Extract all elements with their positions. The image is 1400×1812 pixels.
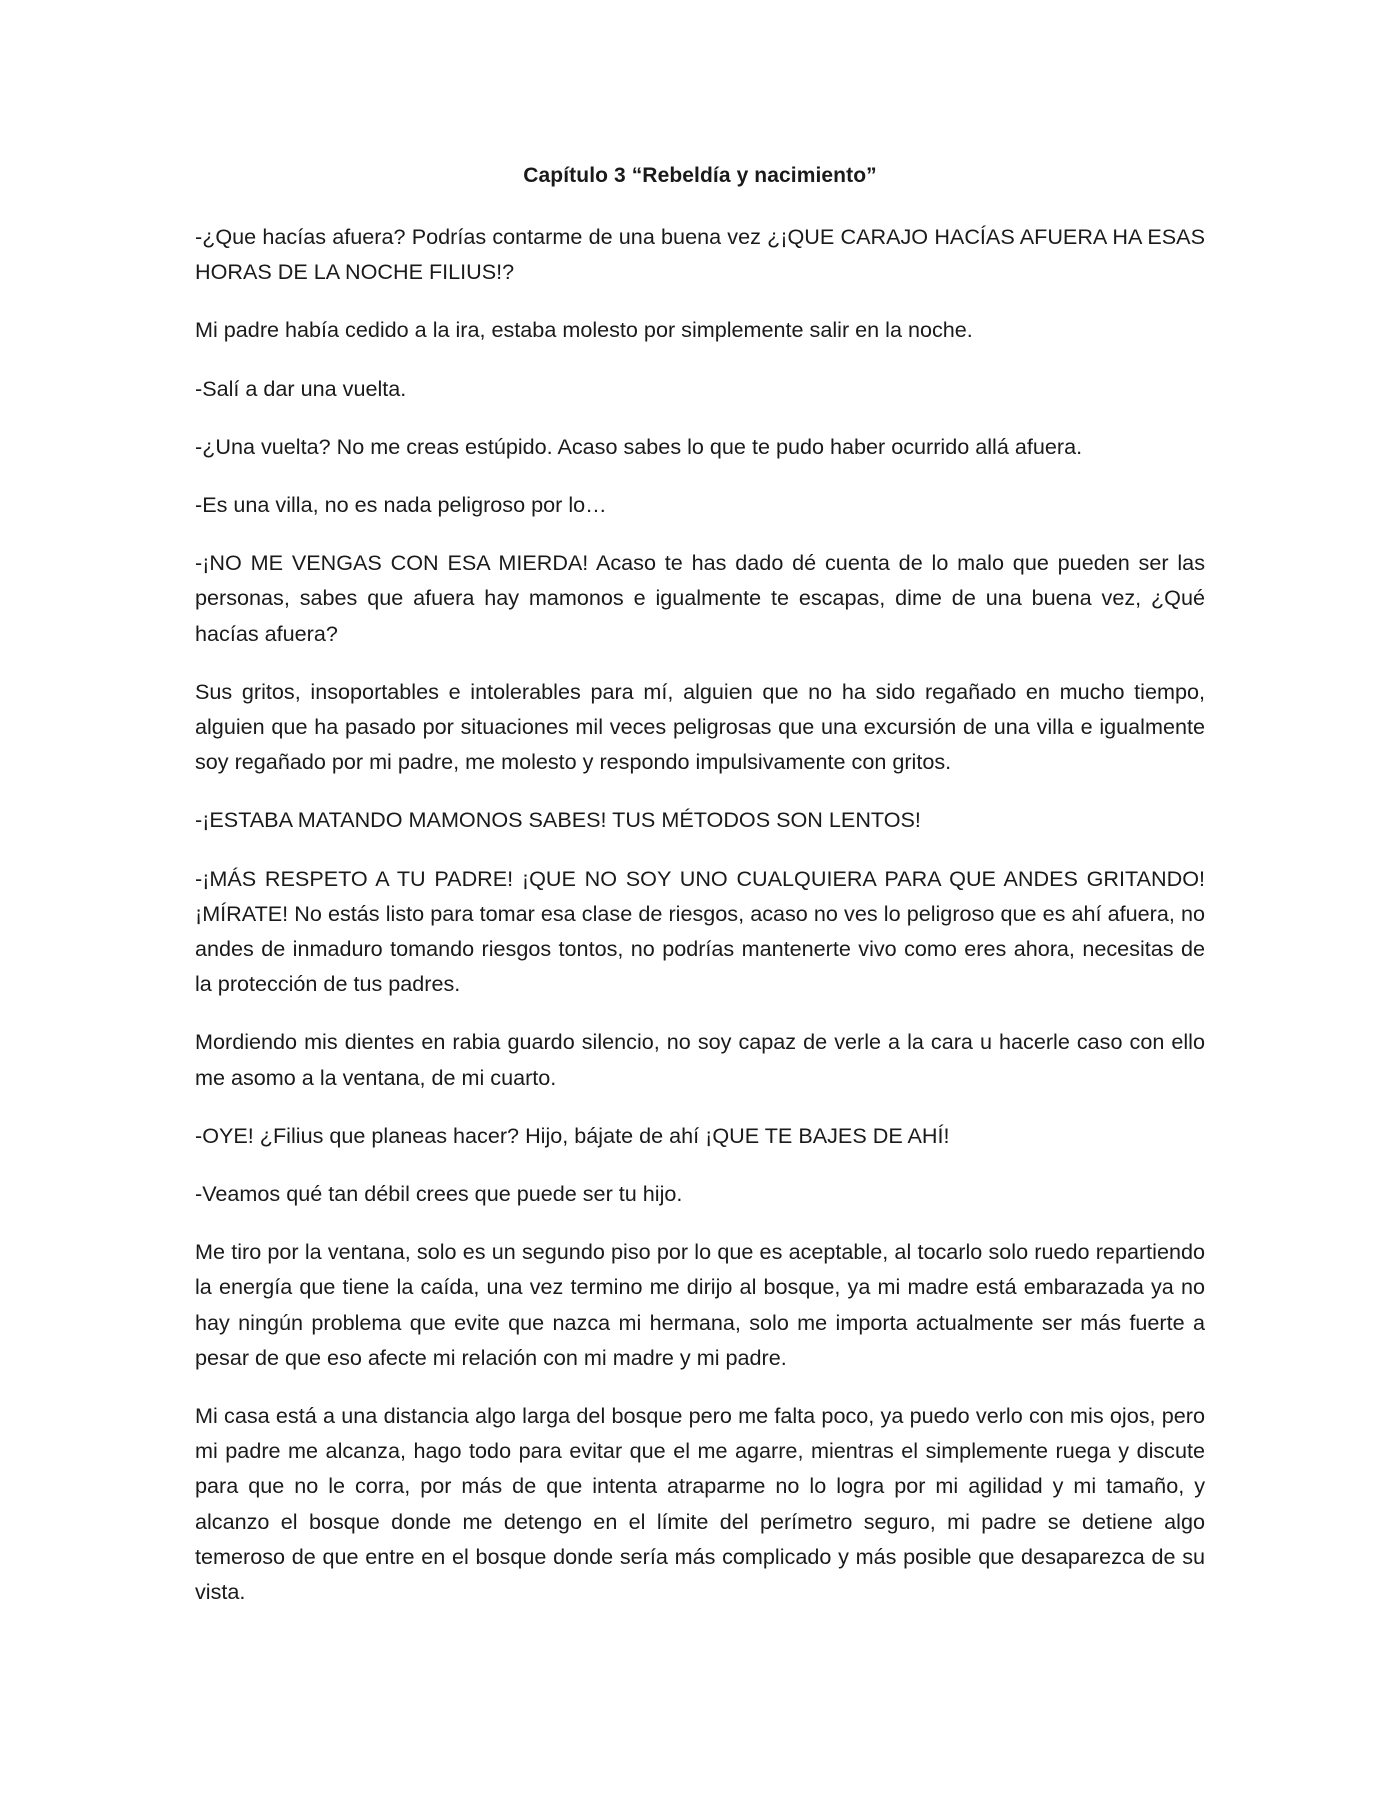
paragraph: Mi casa está a una distancia algo larga del bosque pero me falta poco, ya puedo verlo con mis ojos, pero mi padre me alcanza, hago todo para evitar que el me agarre, mientras el simplemente ruega y discute para que no le corra, por más de que intenta atraparme no lo logra por mi agilidad y mi tamaño, y alcanzo el bosque donde me detengo en el límite del perímetro seguro, mi padre se detiene algo temeroso de que entre en el bosque donde sería más complicado y más posible que desaparezca de su vista. (195, 1403, 1205, 1605)
paragraph: -Salí a dar una vuelta. (195, 375, 407, 401)
paragraph: Mi padre había cedido a la ira, estaba molesto por simplemente salir en la noche. (195, 317, 973, 343)
paragraph: Mordiendo mis dientes en rabia guardo silencio, no soy capaz de verle a la cara u hacerle caso con ello me asomo a la ventana, de mi cuarto. (195, 1029, 1205, 1090)
paragraph: -Es una villa, no es nada peligroso por lo… (195, 492, 607, 518)
chapter-title: Capítulo 3 “Rebeldía y nacimiento” (523, 164, 877, 187)
paragraph: -Veamos qué tan débil crees que puede ser tu hijo. (195, 1181, 683, 1207)
paragraph: -OYE! ¿Filius que planeas hacer? Hijo, bájate de ahí ¡QUE TE BAJES DE AHÍ! (195, 1122, 950, 1148)
paragraph: -¿Una vuelta? No me creas estúpido. Acaso sabes lo que te pudo haber ocurrido allá afuera. (195, 433, 1083, 459)
paragraph: -¡NO ME VENGAS CON ESA MIERDA! Acaso te has dado dé cuenta de lo malo que pueden ser las personas, sabes que afuera hay mamonos e igualmente te escapas, dime de una buena vez, ¿Qué hacías afuera? (195, 550, 1205, 646)
paragraph: -¡MÁS RESPETO A TU PADRE! ¡QUE NO SOY UNO CUALQUIERA PARA QUE ANDES GRITANDO! ¡MÍRATE! No estás listo para tomar esa clase de riesgos, acaso no ves lo peligroso que es ahí afuera, no andes de inmaduro tomando riesgos tontos, no podrías mantenerte vivo como eres ahora, necesitas de la protección de tus padres. (195, 865, 1205, 997)
document-body (195, 219, 1205, 1609)
paragraph: -¡ESTABA MATANDO MAMONOS SABES! TUS MÉTODOS SON LENTOS! (195, 807, 921, 833)
paragraph: Me tiro por la ventana, solo es un segundo piso por lo que es aceptable, al tocarlo solo ruedo repartiendo la energía que tiene la caída, una vez termino me dirijo al bosque, ya mi madre está embarazada ya no hay ningún problema que evite que nazca mi hermana, solo me importa actualmente ser más fuerte a pesar de que eso afecte mi relación con mi madre y mi padre. (195, 1239, 1205, 1370)
paragraph: -¿Que hacías afuera? Podrías contarme de una buena vez ¿¡QUE CARAJO HACÍAS AFUERA HA ESAS HORAS DE LA NOCHE FILIUS!? (195, 224, 1205, 285)
paragraph: Sus gritos, insoportables e intolerables para mí, alguien que no ha sido regañado en mucho tiempo, alguien que ha pasado por situaciones mil veces peligrosas que una excursión de una villa e igualmente soy regañado por mi padre, me molesto y respondo impulsivamente con gritos. (195, 678, 1205, 775)
